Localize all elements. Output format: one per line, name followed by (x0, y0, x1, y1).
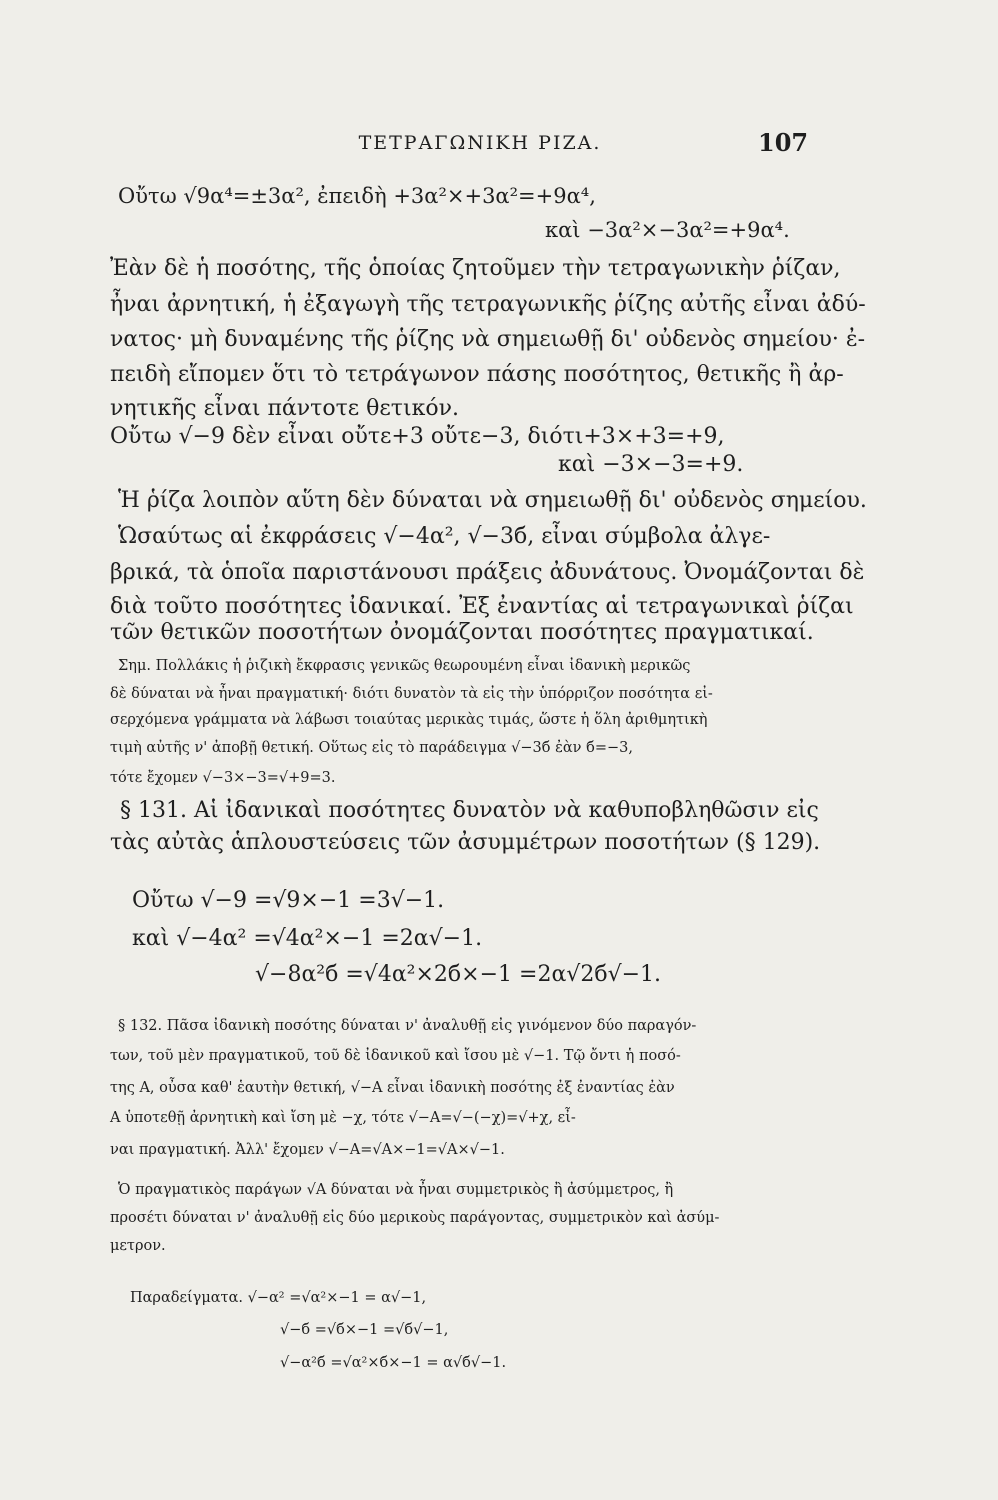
note-line: δὲ δύναται νὰ ἦναι πραγματική· διότι δυνατὸν τὰ εἰς τὴν ὑπόρριζον ποσότητα εἰ- (110, 686, 713, 702)
note-line: Α ὑποτεθῇ ἀρνητικὴ καὶ ἴση μὲ −χ, τότε √−Α=√−(−χ)=√+χ, εἶ- (110, 1110, 576, 1126)
equation-line: √−8α²б =√4α²×2б×−1 =2α√2б√−1. (255, 962, 662, 987)
text-line: Οὔτω √9α⁴=±3α², ἐπειδὴ +3α²×+3α²=+9α⁴, (118, 184, 596, 208)
example-line: √−α²б =√α²×б×−1 = α√б√−1. (280, 1355, 507, 1371)
running-header: ΤΕΤΡΑΓΩΝΙΚΗ ΡΙΖΑ. (358, 132, 602, 154)
section-131: § 131. Αἱ ἰδανικαὶ ποσότητες δυνατὸν νὰ καθυποβληθῶσιν εἰς (120, 798, 819, 823)
text-line: Ἐὰν δὲ ἡ ποσότης, τῆς ὁποίας ζητοῦμεν τὴν τετραγωνικὴν ῥίζαν, (110, 256, 841, 281)
text-line: καὶ −3×−3=+9. (558, 452, 744, 477)
section-132: § 132. Πᾶσα ἰδανικὴ ποσότης δύναται ν' ἀναλυθῇ εἰς γινόμενον δύο παραγόν- (118, 1018, 697, 1034)
text-line: τὰς αὐτὰς ἁπλουστεύσεις τῶν ἀσυμμέτρων ποσοτήτων (§ 129). (110, 830, 821, 855)
text-line: τῶν θετικῶν ποσοτήτων ὀνομάζονται ποσότητες πραγματικαί. (110, 620, 814, 645)
text-line: βρικά, τὰ ὁποῖα παριστάνουσι πράξεις ἀδυνάτους. Ὀνομάζονται δὲ (110, 560, 865, 585)
text-line: Ἡ ῥίζα λοιπὸν αὕτη δὲν δύναται νὰ σημειωθῇ δι' οὐδενὸς σημείου. (118, 488, 867, 513)
note-line: της Α, οὖσα καθ' ἑαυτὴν θετική, √−Α εἶναι ἰδανικὴ ποσότης ἐξ ἐναντίας ἐὰν (110, 1080, 675, 1096)
example-line: √−б =√б×−1 =√б√−1, (280, 1322, 449, 1338)
note-line: των, τοῦ μὲν πραγματικοῦ, τοῦ δὲ ἰδανικοῦ καὶ ἴσου μὲ √−1. Τῷ ὄντι ἡ ποσό- (110, 1048, 681, 1064)
text-line: νατος· μὴ δυναμένης τῆς ῥίζης νὰ σημειωθῇ δι' οὐδενὸς σημείου· ἐ- (110, 327, 866, 352)
page-number: 107 (758, 128, 809, 157)
note-line: μετρον. (110, 1238, 166, 1254)
equation-line: καὶ √−4α² =√4α²×−1 =2α√−1. (132, 926, 483, 951)
text-line: διὰ τοῦτο ποσότητες ἰδανικαί. Ἐξ ἐναντίας αἱ τετραγωνικαὶ ῥίζαι (110, 594, 854, 619)
text-line: καὶ −3α²×−3α²=+9α⁴. (545, 218, 790, 242)
note-line: σερχόμενα γράμματα νὰ λάβωσι τοιαύτας μερικὰς τιμάς, ὥστε ἡ ὅλη ἀριθμητικὴ (110, 712, 708, 728)
text-line: Οὔτω √−9 δὲν εἶναι οὔτε+3 οὔτε−3, διότι+3×+3=+9, (110, 424, 725, 449)
note-line: Σημ. Πολλάκις ἡ ῥιζικὴ ἔκφρασις γενικῶς θεωρουμένη εἶναι ἰδανικὴ μερικῶς (118, 658, 691, 674)
note-line: τότε ἔχομεν √−3×−3=√+9=3. (110, 770, 336, 786)
note-line: τιμὴ αὐτῆς ν' ἀποβῇ θετική. Οὕτως εἰς τὸ παράδειγμα √−3б ἐὰν б=−3, (110, 740, 633, 756)
example-line: Παραδείγματα. √−α² =√α²×−1 = α√−1, (130, 1290, 427, 1306)
text-line: νητικῆς εἶναι πάντοτε θετικόν. (110, 396, 459, 421)
note-line: προσέτι δύναται ν' ἀναλυθῇ εἰς δύο μερικοὺς παράγοντας, συμμετρικὸν καὶ ἀσύμ- (110, 1210, 720, 1226)
note-line: Ὁ πραγματικὸς παράγων √Α δύναται νὰ ἦναι συμμετρικὸς ἢ ἀσύμμετρος, ἢ (118, 1182, 674, 1198)
note-line: ναι πραγματική. Ἀλλ' ἔχομεν √−Α=√Α×−1=√Α×√−1. (110, 1142, 505, 1158)
equation-line: Οὔτω √−9 =√9×−1 =3√−1. (132, 888, 445, 913)
text-line: πειδὴ εἴπομεν ὅτι τὸ τετράγωνον πάσης ποσότητος, θετικῆς ἢ ἀρ- (110, 362, 844, 387)
text-line: Ὡσαύτως αἱ ἐκφράσεις √−4α², √−3б, εἶναι σύμβολα ἀλγε- (118, 524, 771, 549)
text-line: ἦναι ἀρνητική, ἡ ἐξαγωγὴ τῆς τετραγωνικῆς ῥίζης αὐτῆς εἶναι ἀδύ- (110, 292, 866, 317)
